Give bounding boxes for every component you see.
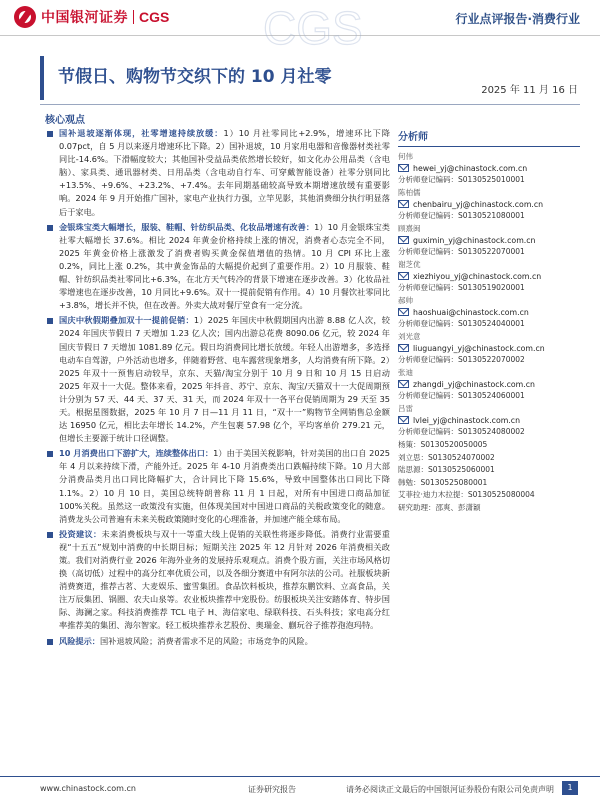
email-icon <box>398 236 409 244</box>
analyst-email[interactable]: hewei_yj@chinastock.com.cn <box>413 163 528 173</box>
square-bullet-icon <box>47 451 53 457</box>
page-footer <box>0 776 600 800</box>
bullet-item <box>45 127 390 219</box>
research-assistant: 艾菲拉·迪力木拉提：S0130525080004 <box>398 490 535 499</box>
footer-disclaimer: 请务必阅读正文最后的中国银河证券股份有限公司免责声明 <box>346 785 554 794</box>
report-title: 节假日、购物节交织下的 10 月社零 <box>58 67 332 87</box>
research-assistant: 刘立思：S0130524070002 <box>398 452 495 462</box>
analyst-cert: 分析师登记编码：S0130521080001 <box>398 211 525 220</box>
analyst-entry <box>398 295 580 330</box>
analyst-cert: 分析师登记编码：S0130522070001 <box>398 247 525 256</box>
square-bullet-icon <box>47 225 53 231</box>
bullet-heading: 国庆中秋假期叠加双十一提前促销： <box>59 315 194 326</box>
analyst-email[interactable]: liuguangyi_yj@chinastock.com.cn <box>413 343 545 353</box>
analyst-name: 何伟 <box>398 152 413 161</box>
analyst-email[interactable]: zhangdi_yj@chinastock.com.cn <box>413 379 535 389</box>
bullet-heading: 投资建议： <box>59 528 102 539</box>
company-logo <box>14 6 169 28</box>
bullet-heading: 风险提示： <box>59 635 100 646</box>
analyst-sidebar <box>398 128 580 514</box>
bullet-body: 国补退坡风险；消费者需求不足的风险；市场竞争的风险。 <box>99 635 313 646</box>
square-bullet-icon <box>47 639 53 645</box>
bullet-item <box>45 635 390 648</box>
research-assistant: 研究助理：邵爽、彭潇颖 <box>398 502 481 512</box>
bullet-heading: 10 月消费出口下游扩大，连续整体出口： <box>59 448 214 459</box>
analyst-cert: 分析师登记编码：S0130524040001 <box>398 319 525 328</box>
main-content <box>45 127 390 650</box>
page-header <box>0 0 600 52</box>
footer-website[interactable]: www.chinastock.com.cn <box>40 784 136 793</box>
analyst-cert: 分析师登记编码：S0130525010001 <box>398 175 525 184</box>
analyst-email[interactable]: lvlei_yj@chinastock.com.cn <box>413 415 521 425</box>
analyst-email[interactable]: xiezhiyou_yj@chinastock.com.cn <box>413 271 542 281</box>
analyst-name: 郝帅 <box>398 296 413 305</box>
email-icon <box>398 308 409 316</box>
analyst-name: 刘光意 <box>398 332 421 341</box>
analyst-entry <box>398 259 580 294</box>
bullet-body: 1）10 月社零同比+2.9%，增速环比下降 0.07pct，自 5 月以来逐月增速环比下降。2）国补退坡，10 月家用电器和音像器材类社零同比-14.6%。下滑幅度较大；其他国补受益品类依然增长较好，如文化办公用品类（含电脑）、家具类、通讯器材类、日用品类（含电动自行车、可穿戴智能设备）社零分别同比+13.5%、+9.6%、+23.2%、+7.4%。去年同期基础较高导致本期增速放缓有重要影响。2024 年 9 月开始推广国补，家电产业执行力强，立竿见影，其他消费细分执行明显落后于家电。 <box>59 128 390 217</box>
research-assistant: 韩勉：S0130525080001 <box>398 477 488 487</box>
analyst-name: 张迪 <box>398 368 413 377</box>
analyst-cert: 分析师登记编码：S0130524080002 <box>398 427 525 436</box>
analyst-entry <box>398 403 580 438</box>
analyst-entry <box>398 187 580 222</box>
logo-separator <box>133 10 134 24</box>
square-bullet-icon <box>47 131 53 137</box>
email-icon <box>398 200 409 208</box>
report-type: 行业点评报告·消费行业 <box>455 12 580 26</box>
svg-text:CGS: CGS <box>263 2 363 52</box>
analyst-entry <box>398 331 580 366</box>
analyst-name: 谢芝优 <box>398 260 421 269</box>
analyst-section-title: 分析师 <box>398 128 580 147</box>
logo-en-text: CGS <box>139 9 170 25</box>
square-bullet-icon <box>47 532 53 538</box>
email-icon <box>398 272 409 280</box>
title-accent-bar <box>40 56 44 100</box>
analyst-cert: 分析师登记编码：S0130524060001 <box>398 391 525 400</box>
page-number: 1 <box>562 781 578 795</box>
title-divider <box>40 104 580 105</box>
analyst-cert: 分析师登记编码：S0130522070002 <box>398 355 525 364</box>
analyst-name: 吕雷 <box>398 404 413 413</box>
footer-report-label: 证券研究报告 <box>248 785 296 794</box>
analyst-email[interactable]: guximin_yj@chinastock.com.cn <box>413 235 536 245</box>
logo-cn-text: 中国银河证券 <box>41 10 128 26</box>
bullet-body: 1）由于美国关税影响，针对美国的出口自 2025 年 4 月以来持续下滑，产能外迁。2025 年 4-10 月消费类出口跌幅持续下降。10 月大部分消费品类月出口同比降幅扩大，合计同比下降 15.6%，导致中国整体出口同比下降 1.1%。2）10 月 10 日，美国总统特朗普称 11 月 1 日起，对所有中国进口商品加征 100%关税。虽然这一政策没有实施，但体现美国对中国进口商品的关税政策变化的随意。消费龙头公司普遍有未来关税政策随时变化的心理准备，并加速产能全球布局。 <box>59 448 391 524</box>
bullet-heading: 金银珠宝类大幅增长，服装、鞋帽、针纺织品类、化妆品增速有改善： <box>59 221 315 232</box>
bullet-item <box>45 447 390 526</box>
analyst-email[interactable]: chenbairu_yj@chinastock.com.cn <box>413 199 544 209</box>
email-icon <box>398 164 409 172</box>
analyst-entry <box>398 367 580 402</box>
bullet-body: 未来消费板块与双十一等重大线上促销的关联性将逐步降低。消费行业需要重视“十五五”规划中消费的中长期目标；短期关注 2025 年 12 月针对 2026 年消费相关政策。我们对消费行业 2026 年海外业务的发展持乐观观点。消费个股方面，关注市场风格切换（高切低）过程中的高分红率优质公司，以及各细分赛道中有阿尔法的公司。社服板块新消费赛道，推荐古茗、大麦娱乐、蜜雪集团。食品饮料板块，推荐东鹏饮料、立高食品，关注万辰集团、锅圈、农夫山泉等。农业板块推荐中宠股份。纺服板块关注安踏体育、特步国际、海澜之家。科技消费推荐 TCL 电子 H、海信家电、绿联科技、石头科技；家电高分红率推荐美的集团、海尔智家。轻工板块推荐永艺股份、奥瑞金、蒯玩谷子推荐孢泡玛特。 <box>59 528 390 631</box>
analyst-entry <box>398 223 580 258</box>
research-assistant: 杨策：S0130520050005 <box>398 440 488 449</box>
core-view-label: 核心观点 <box>45 115 85 126</box>
analyst-name: 陈柏儒 <box>398 188 421 197</box>
bullet-item <box>45 221 390 313</box>
email-icon <box>398 344 409 352</box>
email-icon <box>398 380 409 388</box>
report-date: 2025 年 11 月 16 日 <box>481 85 578 96</box>
logo-mark-icon <box>14 6 36 28</box>
research-assistant: 陆思源：S0130525060001 <box>398 465 495 474</box>
bullet-body: 1）10 月金银珠宝类社零大幅增长 37.6%。相比 2024 年黄金价格持续上涨的情况，消费者心态完全不同，2025 年黄金价格上涨激发了消费者购买黄金保值增值的热情。10 月 CPI 环比上涨 0.2%，同比上涨 0.2%，其中黄金饰品的大幅提价起到了重要作用。2）10 月服装、鞋帽、针纺织品类社零同比+6.3%，在北方天气转冷的背景下增速在逐步改善。3）化妆品社零增速也在逐步改善，10 月同比+9.6%。双十一提前促销有作用。4）10 月餐饮社零同比+3.8%，增长并不快，但在改善。外卖大战对餐厅堂食有一定分流。 <box>59 221 390 311</box>
analyst-name: 顾熹闽 <box>398 224 421 233</box>
email-icon <box>398 416 409 424</box>
bullet-item <box>45 314 390 445</box>
bullet-heading: 国补退坡逐渐体现，社零增速持续放缓： <box>59 128 224 138</box>
watermark-icon <box>255 0 365 52</box>
bullet-body: 1）2025 年国庆中秋假期国内出游 8.88 亿人次，较 2024 年国庆节假日 7 天增加 1.23 亿人次；国内出游总花费 8090.06 亿元，较 2024 年国庆节假日 7 天增加 1081.89 亿元。假日均消费同比增长放缓。年轻人出游增多，多选择电动车自驾游，户外活动也增多，伴随着野营、电车露营现象增多，人均消费有所下降。2）2025 年双十一预售启动较早，京东、天猫/淘宝分别于 10 月 9 日和 10 月 15 日启动 2025 年双十一大促。整体来看，2025 年抖音、苏宁、京东、淘宝/天猫双十一大促周期预计分别为 57 天、44 天、37 天、31 天，而 2024 年双十一各平台促销周期为 29 天至 35 天。根据星图数据，2025 年 10 月 7 日—11 月 11 日，“双十一”购物节全网销售总金额达 16950 亿元，相比去年增长 14.2%，产生包裹 57.98 亿个，平均客单价 279.21 元，但增长主要源于统计口径调整。 <box>59 315 390 444</box>
analyst-email[interactable]: haoshuai@chinastock.com.cn <box>413 307 529 317</box>
bullet-item <box>45 528 390 633</box>
square-bullet-icon <box>47 318 53 324</box>
analyst-cert: 分析师登记编码：S0130519020001 <box>398 283 525 292</box>
analyst-entry <box>398 151 580 186</box>
